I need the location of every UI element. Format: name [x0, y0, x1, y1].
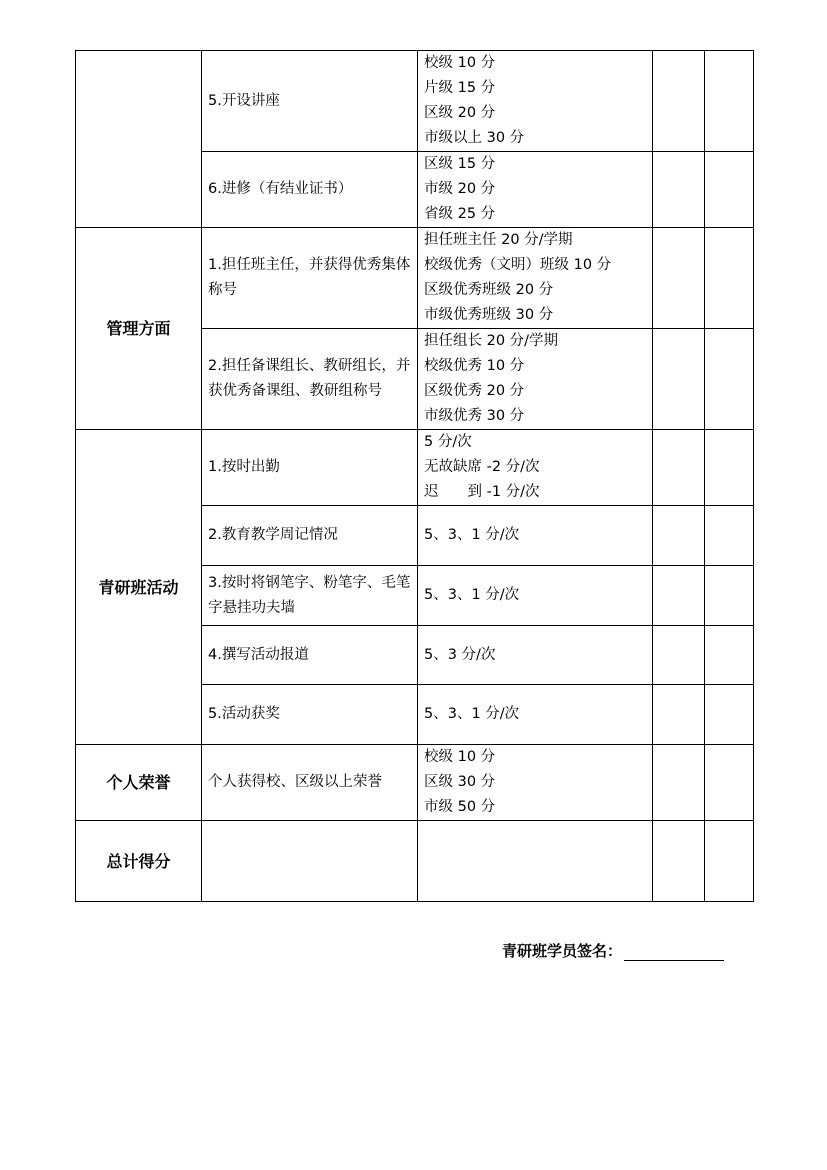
score-cell[interactable] [653, 745, 705, 821]
score-cell[interactable] [653, 506, 705, 566]
score-cell[interactable] [705, 626, 754, 685]
category-total: 总计得分 [76, 821, 202, 902]
score-cell[interactable] [705, 152, 754, 228]
item-cell: 5.活动获奖 [202, 685, 418, 745]
item-cell: 3.按时将钢笔字、粉笔字、毛笔字悬挂功夫墙 [202, 566, 418, 626]
signature-line[interactable] [624, 942, 724, 961]
score-cell[interactable] [705, 685, 754, 745]
standard-cell [418, 430, 653, 506]
standard-cell [418, 626, 653, 685]
standard-cell [418, 685, 653, 745]
item-cell: 6.进修（有结业证书） [202, 152, 418, 228]
score-cell[interactable] [705, 506, 754, 566]
score-cell[interactable] [705, 745, 754, 821]
score-cell[interactable] [653, 626, 705, 685]
item-cell: 5.开设讲座 [202, 51, 418, 152]
standard-line: 区级 30 分 [424, 774, 496, 790]
standard-line: 担任班主任 20 分/学期 [424, 232, 573, 248]
standard-line: 5、3、1 分/次 [424, 706, 520, 722]
total-standard-cell[interactable] [418, 821, 653, 902]
standard-line: 校级优秀 10 分 [424, 358, 525, 374]
category-activity: 青研班活动 [76, 430, 202, 745]
item-cell: 个人获得校、区级以上荣誉 [202, 745, 418, 821]
standard-line: 5、3、1 分/次 [424, 527, 520, 543]
table-row [76, 430, 754, 506]
item-cell: 2.担任备课组长、教研组长，并获优秀备课组、教研组称号 [202, 329, 418, 430]
score-cell[interactable] [653, 685, 705, 745]
score-cell[interactable] [653, 821, 705, 902]
score-cell[interactable] [653, 152, 705, 228]
standard-cell [418, 152, 653, 228]
standard-line: 市级 20 分 [424, 181, 496, 197]
category-management: 管理方面 [76, 228, 202, 430]
standard-line: 无故缺席 -2 分/次 [424, 459, 540, 475]
standard-line: 区级 15 分 [424, 156, 496, 172]
score-cell[interactable] [653, 329, 705, 430]
item-cell: 4.撰写活动报道 [202, 626, 418, 685]
standard-line: 市级优秀 30 分 [424, 408, 525, 424]
score-cell[interactable] [653, 566, 705, 626]
standard-line: 市级 50 分 [424, 799, 496, 815]
total-item-cell[interactable] [202, 821, 418, 902]
score-cell[interactable] [705, 566, 754, 626]
score-table [75, 50, 754, 902]
standard-cell [418, 566, 653, 626]
standard-line: 区级优秀 20 分 [424, 383, 525, 399]
score-cell[interactable] [653, 430, 705, 506]
standard-line: 校级优秀（文明）班级 10 分 [424, 257, 612, 273]
category-honor: 个人荣誉 [76, 745, 202, 821]
standard-line: 市级以上 30 分 [424, 130, 525, 146]
signature-block [502, 940, 724, 961]
standard-line: 市级优秀班级 30 分 [424, 307, 554, 323]
standard-line: 担任组长 20 分/学期 [424, 333, 559, 349]
score-cell[interactable] [705, 821, 754, 902]
score-cell[interactable] [705, 329, 754, 430]
item-cell: 1.按时出勤 [202, 430, 418, 506]
standard-line: 5 分/次 [424, 434, 472, 450]
standard-cell [418, 51, 653, 152]
score-cell[interactable] [705, 51, 754, 152]
table-row [76, 51, 754, 152]
table-row [76, 228, 754, 329]
item-cell: 2.教育教学周记情况 [202, 506, 418, 566]
standard-line: 校级 10 分 [424, 749, 496, 765]
table-row [76, 745, 754, 821]
standard-line: 区级优秀班级 20 分 [424, 282, 554, 298]
score-cell[interactable] [653, 51, 705, 152]
standard-cell [418, 329, 653, 430]
standard-cell [418, 745, 653, 821]
score-cell[interactable] [705, 228, 754, 329]
score-cell[interactable] [705, 430, 754, 506]
score-cell[interactable] [653, 228, 705, 329]
standard-cell [418, 228, 653, 329]
standard-line: 片级 15 分 [424, 80, 496, 96]
standard-line: 区级 20 分 [424, 105, 496, 121]
signature-label: 青研班学员签名： [502, 942, 623, 960]
standard-line: 5、3、1 分/次 [424, 587, 520, 603]
standard-cell [418, 506, 653, 566]
standard-line: 校级 10 分 [424, 55, 496, 71]
standard-line: 迟 到 -1 分/次 [424, 484, 540, 500]
standard-line: 省级 25 分 [424, 206, 496, 222]
table-row [76, 821, 754, 902]
item-cell: 1.担任班主任，并获得优秀集体称号 [202, 228, 418, 329]
category-cell-continued [76, 51, 202, 228]
standard-line: 5、3 分/次 [424, 646, 496, 663]
